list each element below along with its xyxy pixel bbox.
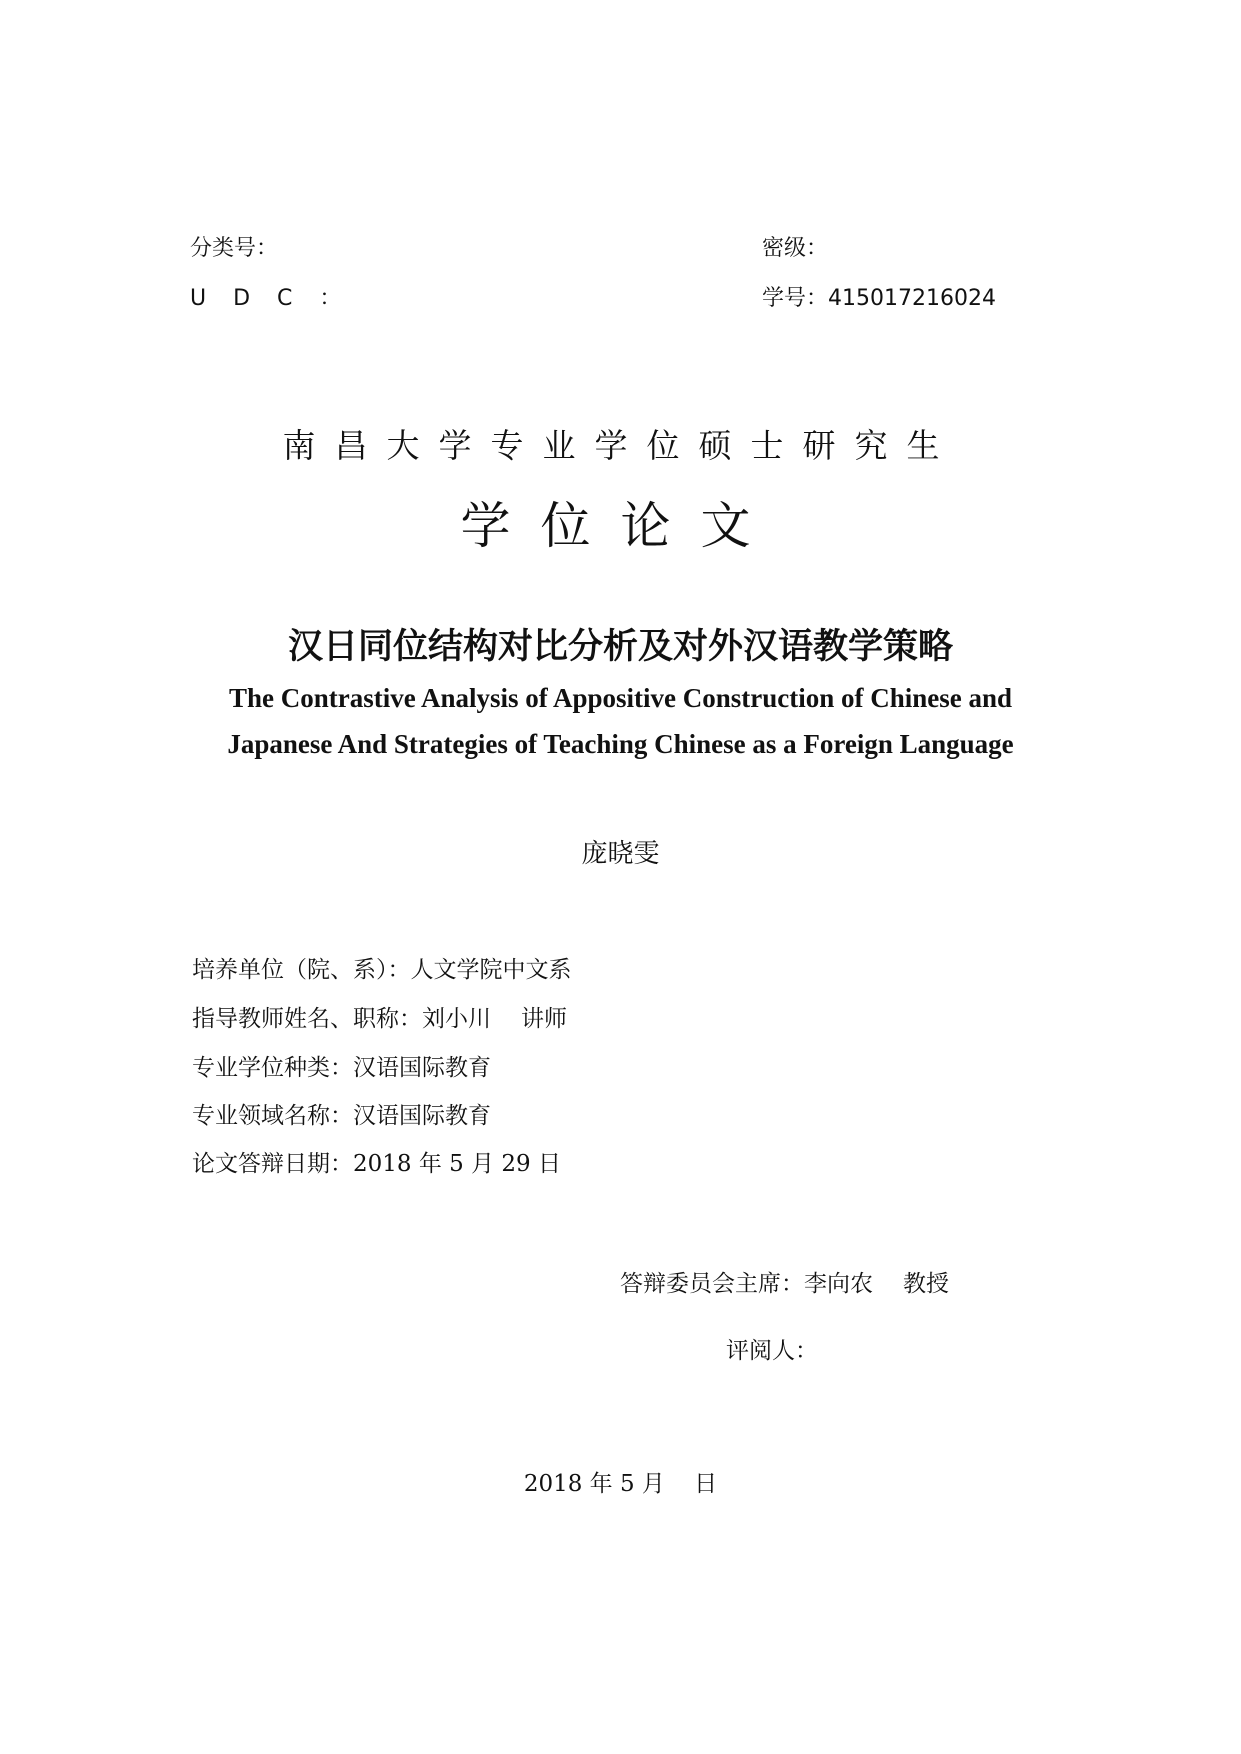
reviewer-label: 评阅人： bbox=[726, 1338, 818, 1364]
committee-chair bbox=[620, 1268, 949, 1300]
title-english-line-1: The Contrastive Analysis of Appositive Construction of Chinese and bbox=[228, 683, 1013, 713]
info-defense-date bbox=[192, 1148, 561, 1180]
university-line: 南昌大学专业学位硕士研究生 bbox=[282, 426, 959, 465]
info-field-value: 汉语国际教育 bbox=[353, 1103, 491, 1129]
info-unit-label: 培养单位（院、系）： bbox=[192, 957, 411, 983]
info-defense-date-label: 论文答辩日期： bbox=[192, 1151, 353, 1177]
student-id-value: 415017216024 bbox=[828, 286, 996, 311]
udc-label: U D C ： bbox=[190, 286, 352, 311]
info-unit-value: 人文学院中文系 bbox=[410, 957, 572, 983]
info-degree-type-value: 汉语国际教育 bbox=[353, 1055, 491, 1081]
title-english bbox=[0, 675, 1241, 767]
student-id-row bbox=[762, 284, 996, 314]
info-advisor bbox=[192, 1003, 567, 1035]
info-field bbox=[192, 1100, 491, 1132]
info-degree-type-label: 专业学位种类： bbox=[192, 1055, 353, 1081]
info-degree-type bbox=[192, 1052, 491, 1084]
info-unit bbox=[192, 954, 572, 986]
footer-date: 2018 年 5 月 日 bbox=[523, 1471, 718, 1497]
info-defense-date-value: 2018 年 5 月 29 日 bbox=[353, 1151, 561, 1177]
classification-label: 分类号： bbox=[190, 236, 279, 261]
student-id-label: 学号： bbox=[762, 286, 829, 311]
author-name: 庞晓雯 bbox=[581, 839, 660, 869]
info-advisor-title: 讲师 bbox=[521, 1006, 567, 1032]
title-english-line-2: Japanese And Strategies of Teaching Chinese as a Foreign Language bbox=[227, 729, 1014, 759]
secrecy-label: 密级： bbox=[762, 236, 829, 261]
committee-chair-title: 教授 bbox=[903, 1271, 949, 1297]
document-kind: 学位论文 bbox=[460, 497, 781, 555]
committee-chair-name: 李向农 bbox=[804, 1271, 873, 1297]
info-advisor-label: 指导教师姓名、职称： bbox=[192, 1006, 422, 1032]
title-chinese: 汉日同位结构对比分析及对外汉语教学策略 bbox=[287, 627, 953, 667]
info-field-label: 专业领域名称： bbox=[192, 1103, 353, 1129]
info-advisor-name: 刘小川 bbox=[422, 1006, 491, 1032]
committee-chair-label: 答辩委员会主席： bbox=[620, 1271, 804, 1297]
